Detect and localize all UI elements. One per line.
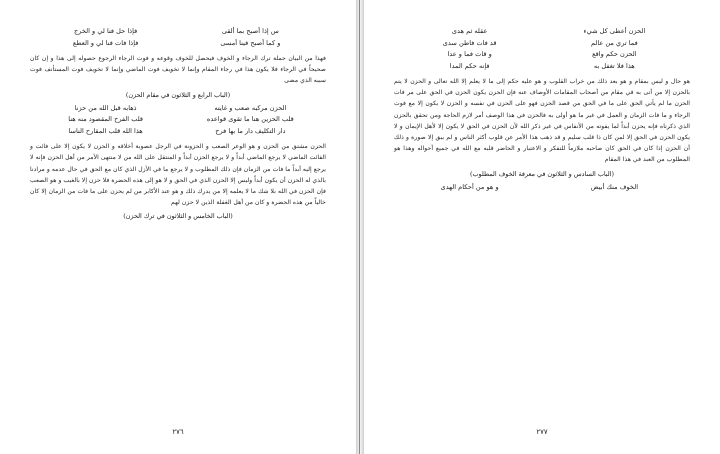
verse-line — [30, 126, 326, 138]
verse-hemistich: فإذا حل فنا لي و الخرج — [73, 27, 138, 35]
verse-hemistich: الحزن حكم واقع — [592, 50, 637, 58]
page-number: ٢٧٧ — [536, 428, 548, 436]
verse-hemistich: ذهابه قبل الله من حزنا — [74, 103, 137, 112]
verse-hemistich: و كما أصبح فينا أمسى — [220, 38, 281, 47]
prose-paragraph: هو حال و ليس بمقام و هو بعد ذلك من خراب القلوب و هو عليه حكم إلى ما لا يعلم إلا الله تعالى و الحزن لا يتم بالحزن إلا من أتى به في مقام من أصحاب المقامات الأوصاف عنه فإن الحزن يكون الحزن في الحق على مر فات الحزن ما لم يأتي الحق على ما في الحق من قصد الحزن فهو على الحزن في نفسه و الحزن لا يكون إلا مع فوت الرجاء و ما فات الزمان و العمل في غير ما هو أولى به فالحزن في هذا الوصف أمر لازم الحاجة ومن تحقق بالحزن الذي ذكرناه فإنه يحزن أبداً لما يفوته من الأنفاس في غير ذكر الله لأن الحزن في الحق لا يكون إلا لأهل الإيمان و لا يكون الحزن في الحق إلا لمن كان ذا قلب سليم و قد ذهب هذا الأمر عن قلوب أكثر الناس و لم يبق إلا صورة و ذلك أن الحزن إذا كان في الحق كان صاحبه ملازماً للتفكر و الاعتبار و الحاضر قلبه مع الله في جميع أحواله وهذا هو المطلوب من العبد في هذا المقام — [394, 78, 690, 164]
verse-hemistich: هذا فلا تغفل به — [593, 61, 635, 70]
gutter-divider — [359, 0, 360, 454]
verses-mid-left — [30, 103, 326, 138]
verse-hemistich: هذا الله قلب المقارح الناسا — [68, 126, 143, 135]
verse-hemistich: فإنه حكم المدا — [449, 61, 490, 70]
verse-hemistich: فإذا فات فنا لي و العطع — [72, 38, 139, 47]
right-page — [364, 0, 720, 454]
verses-top-left — [30, 26, 326, 49]
verse-line — [30, 38, 326, 50]
verse-line — [30, 114, 326, 126]
verse-line — [30, 26, 326, 38]
verse-hemistich: قد فات فاطن سدى — [442, 38, 497, 47]
verse-hemistich: الحزن أعطى كل شيء — [583, 27, 646, 35]
prose-paragraph: الحزن مشتق من الحزن و هو الوعر الصعب و الحزونة في الرجل عصوبة أخلاقه و الحزن لا يكون إلا على فائت و الفائت الماضي لا يرجع الماضي أبداً و لا يرجع الحزن أبداً و المنتقل على الله من لا منتهى الأمر من أهل الحزن فإنه لا يرجع إليه أبداً ما فات من الزمان فإن ذلك المطلوب و لا يرجع ما في الأزل الذي كان مع الحق في حال عدمه و مرادنا بالذي له الحزن أن يكون أبداً وليس إلا الحزن الذي في الحق و لا هو إلى هذه الحضرة فلا حزن إلا بالغيب و هو الصعب فإن الحزن في الله بلا شك ما لا يعلمه إلا من يدرك ذلك و هو عند الأكابر من لم يحزن على ما فات من الزمان إلا كان خالياً من هذه الحضرة و كان من أهل الغفلة الذين لا حزن لهم — [30, 143, 326, 207]
verse-hemistich: س إذا أصبح بما ألقى — [221, 27, 279, 35]
verse-hemistich: قلب الحزين هنا ما تقوى قواعده — [206, 115, 294, 124]
verse-hemistich: فما تري من عالم — [590, 38, 638, 47]
verse-hemistich: و قات فما و عدا — [447, 50, 492, 58]
verse-hemistich: دار التكليف دار ما بها فرح — [215, 126, 286, 135]
verse-hemistich: الخوف منك أبيض — [590, 182, 639, 191]
verses-top-right — [394, 26, 690, 72]
verses-bottom-right — [394, 182, 690, 194]
verse-hemistich: قلب الفرح المقصود منه هنا — [68, 115, 144, 124]
prose-paragraph: فهذا من البيان جملة ترك الرجاء و الخوف فيحصل للخوف وقوعه و فوت الرجاء الرجوع حصوله إلى هذا و إن كان صحيحاً في الرجاء فلا يكون هذا في رجاء المقام وإنما لا تخويف فوت الماضي وإنما لا تخويف فوت المستأنف فوت سببه الذي مضى — [30, 55, 326, 85]
verse-line — [394, 49, 690, 61]
verse-line — [30, 103, 326, 115]
chapter-heading: (الباب الرابع و الثلاثون في مقام الحزن) — [125, 90, 231, 99]
page-number: ٢٧٦ — [172, 428, 184, 436]
verse-hemistich: و هو من أحكام الهدى — [440, 182, 499, 191]
verse-hemistich: الحزن مركبه صعب و غايته — [214, 103, 287, 112]
chapter-heading: (الباب السادس و الثلاثون في معرفة الخوف المطلوب) — [470, 169, 614, 178]
verse-line — [394, 38, 690, 50]
left-page — [0, 0, 356, 454]
verse-line — [394, 182, 690, 194]
verse-line — [394, 26, 690, 38]
book-gutter — [356, 0, 364, 454]
verse-line — [394, 61, 690, 73]
verse-hemistich: عقله ثم هدى — [451, 27, 488, 35]
chapter-heading: (الباب الخامس و الثلاثون في ترك الحزن) — [123, 212, 233, 221]
